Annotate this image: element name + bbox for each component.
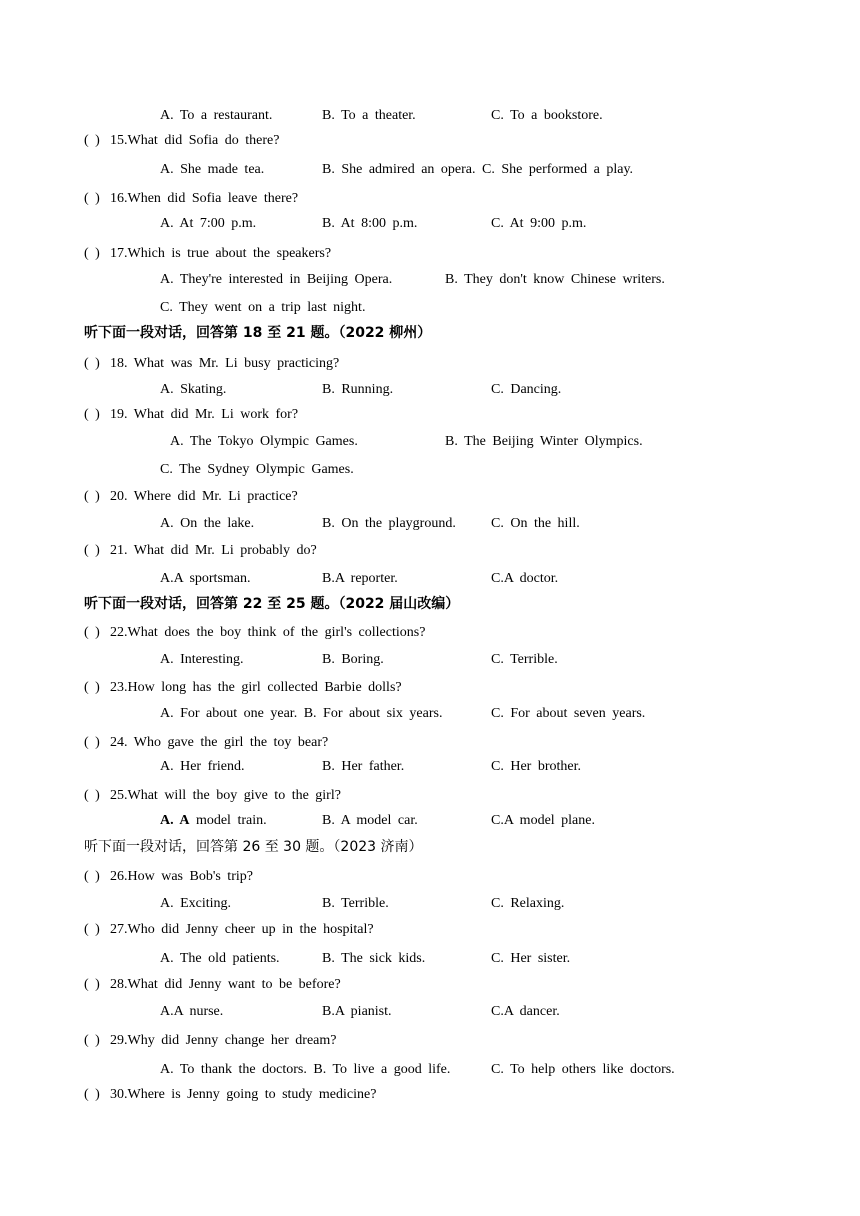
- section-heading: 听下面一段对话，回答第 18 至 21 题。（2022 柳州）: [84, 325, 432, 341]
- question-line: [0, 867, 860, 887]
- answer-option: B. The Beijing Winter Olympics.: [445, 434, 643, 449]
- answer-option: C. Her brother.: [491, 759, 581, 774]
- answer-blank[interactable]: ( ): [84, 246, 100, 261]
- answer-blank[interactable]: ( ): [84, 680, 100, 695]
- answer-option: A. Interesting.: [160, 652, 244, 667]
- options-line: [0, 160, 860, 180]
- question-text: 25.What will the boy give to the girl?: [110, 788, 341, 803]
- answer-option: C. On the hill.: [491, 516, 580, 531]
- question-line: [0, 920, 860, 940]
- answer-option: A. Her friend.: [160, 759, 245, 774]
- options-line: [0, 1002, 860, 1022]
- question-text: 28.What did Jenny want to be before?: [110, 977, 341, 992]
- answer-blank[interactable]: ( ): [84, 625, 100, 640]
- answer-option: B. To a theater.: [322, 108, 416, 123]
- question-line: [0, 244, 860, 264]
- options-line: [0, 894, 860, 914]
- answer-blank[interactable]: ( ): [84, 788, 100, 803]
- question-line: [0, 405, 860, 425]
- answer-option: A. They're interested in Beijing Opera.: [160, 272, 393, 287]
- answer-blank[interactable]: ( ): [84, 977, 100, 992]
- question-line: [0, 487, 860, 507]
- answer-option: B. At 8:00 p.m.: [322, 216, 418, 231]
- options-line: [0, 704, 860, 724]
- question-text: 30.Where is Jenny going to study medicine?: [110, 1087, 377, 1102]
- answer-blank[interactable]: ( ): [84, 735, 100, 750]
- options-line: [0, 460, 860, 480]
- answer-option: C. The Sydney Olympic Games.: [160, 462, 354, 477]
- answer-option: A. To a restaurant.: [160, 108, 273, 123]
- answer-option: A. Skating.: [160, 382, 227, 397]
- question-text: 17.Which is true about the speakers?: [110, 246, 332, 261]
- answer-option: A. On the lake.: [160, 516, 255, 531]
- answer-option: B. They don't know Chinese writers.: [445, 272, 665, 287]
- options-line: [0, 514, 860, 534]
- answer-option: C. Relaxing.: [491, 896, 565, 911]
- answer-option: C. They went on a trip last night.: [160, 300, 366, 315]
- question-line: [0, 786, 860, 806]
- question-line: [0, 189, 860, 209]
- options-line: [0, 569, 860, 589]
- answer-option: A. For about one year. B. For about six years.: [160, 706, 443, 721]
- answer-option: B.A reporter.: [322, 571, 398, 586]
- question-line: [0, 678, 860, 698]
- answer-blank[interactable]: ( ): [84, 543, 100, 558]
- answer-option: A. Exciting.: [160, 896, 232, 911]
- options-line: [0, 432, 860, 452]
- question-text: 15.What did Sofia do there?: [110, 133, 280, 148]
- answer-blank[interactable]: ( ): [84, 922, 100, 937]
- answer-option: A. The old patients.: [160, 951, 280, 966]
- options-line: [0, 949, 860, 969]
- answer-option: A. To thank the doctors. B. To live a good life.: [160, 1062, 451, 1077]
- answer-blank[interactable]: ( ): [84, 1033, 100, 1048]
- answer-option: B. The sick kids.: [322, 951, 426, 966]
- answer-option: C.A doctor.: [491, 571, 559, 586]
- options-line: [0, 214, 860, 234]
- question-line: [0, 131, 860, 151]
- answer-option: A. The Tokyo Olympic Games.: [170, 434, 358, 449]
- answer-option: C. Terrible.: [491, 652, 558, 667]
- question-line: [0, 1031, 860, 1051]
- options-line: [0, 298, 860, 318]
- question-text: 18. What was Mr. Li busy practicing?: [110, 356, 340, 371]
- answer-option: B. A model car.: [322, 813, 418, 828]
- answer-blank[interactable]: ( ): [84, 356, 100, 371]
- options-line: [0, 811, 860, 831]
- answer-blank[interactable]: ( ): [84, 489, 100, 504]
- answer-option: C. To a bookstore.: [491, 108, 603, 123]
- answer-option: C.A dancer.: [491, 1004, 560, 1019]
- options-line: [0, 270, 860, 290]
- answer-blank[interactable]: ( ): [84, 1087, 100, 1102]
- question-line: [0, 623, 860, 643]
- answer-blank[interactable]: ( ): [84, 869, 100, 884]
- options-line: [0, 1060, 860, 1080]
- question-text: 21. What did Mr. Li probably do?: [110, 543, 317, 558]
- answer-option: C. Dancing.: [491, 382, 562, 397]
- answer-option: A. At 7:00 p.m.: [160, 216, 257, 231]
- options-line: [0, 757, 860, 777]
- question-text: 16.When did Sofia leave there?: [110, 191, 299, 206]
- question-text: 27.Who did Jenny cheer up in the hospital?: [110, 922, 374, 937]
- answer-blank[interactable]: ( ): [84, 407, 100, 422]
- question-line: [0, 733, 860, 753]
- answer-option: C. Her sister.: [491, 951, 571, 966]
- answer-option: C.A model plane.: [491, 813, 595, 828]
- answer-option: B. Boring.: [322, 652, 384, 667]
- answer-option: C. For about seven years.: [491, 706, 646, 721]
- question-line: [0, 541, 860, 561]
- options-line: [0, 380, 860, 400]
- answer-option: B. Running.: [322, 382, 394, 397]
- answer-option: A. A model train.: [160, 813, 267, 828]
- answer-option: C. At 9:00 p.m.: [491, 216, 587, 231]
- options-line: [0, 650, 860, 670]
- answer-option: B.A pianist.: [322, 1004, 392, 1019]
- question-text: 22.What does the boy think of the girl's collections?: [110, 625, 426, 640]
- options-line: [0, 106, 860, 126]
- answer-option: B. She admired an opera. C. She performed a play.: [322, 162, 634, 177]
- question-text: 20. Where did Mr. Li practice?: [110, 489, 298, 504]
- question-text: 29.Why did Jenny change her dream?: [110, 1033, 337, 1048]
- question-text: 24. Who gave the girl the toy bear?: [110, 735, 329, 750]
- question-line: [0, 1085, 860, 1105]
- question-text: 26.How was Bob's trip?: [110, 869, 253, 884]
- answer-blank[interactable]: ( ): [84, 133, 100, 148]
- answer-option: B. Her father.: [322, 759, 405, 774]
- question-text: 19. What did Mr. Li work for?: [110, 407, 299, 422]
- question-line: [0, 354, 860, 374]
- answer-option: A. She made tea.: [160, 162, 265, 177]
- answer-option: A.A nurse.: [160, 1004, 224, 1019]
- answer-option: A.A sportsman.: [160, 571, 251, 586]
- answer-option: C. To help others like doctors.: [491, 1062, 675, 1077]
- section-heading: 听下面一段对话，回答第 22 至 25 题。（2022 届山改编）: [84, 596, 460, 612]
- answer-blank[interactable]: ( ): [84, 191, 100, 206]
- question-line: [0, 975, 860, 995]
- answer-option: B. Terrible.: [322, 896, 389, 911]
- question-text: 23.How long has the girl collected Barbie dolls?: [110, 680, 402, 695]
- answer-option: B. On the playground.: [322, 516, 456, 531]
- section-heading: 听下面一段对话，回答第 26 至 30 题。（2023 济南）: [84, 839, 423, 855]
